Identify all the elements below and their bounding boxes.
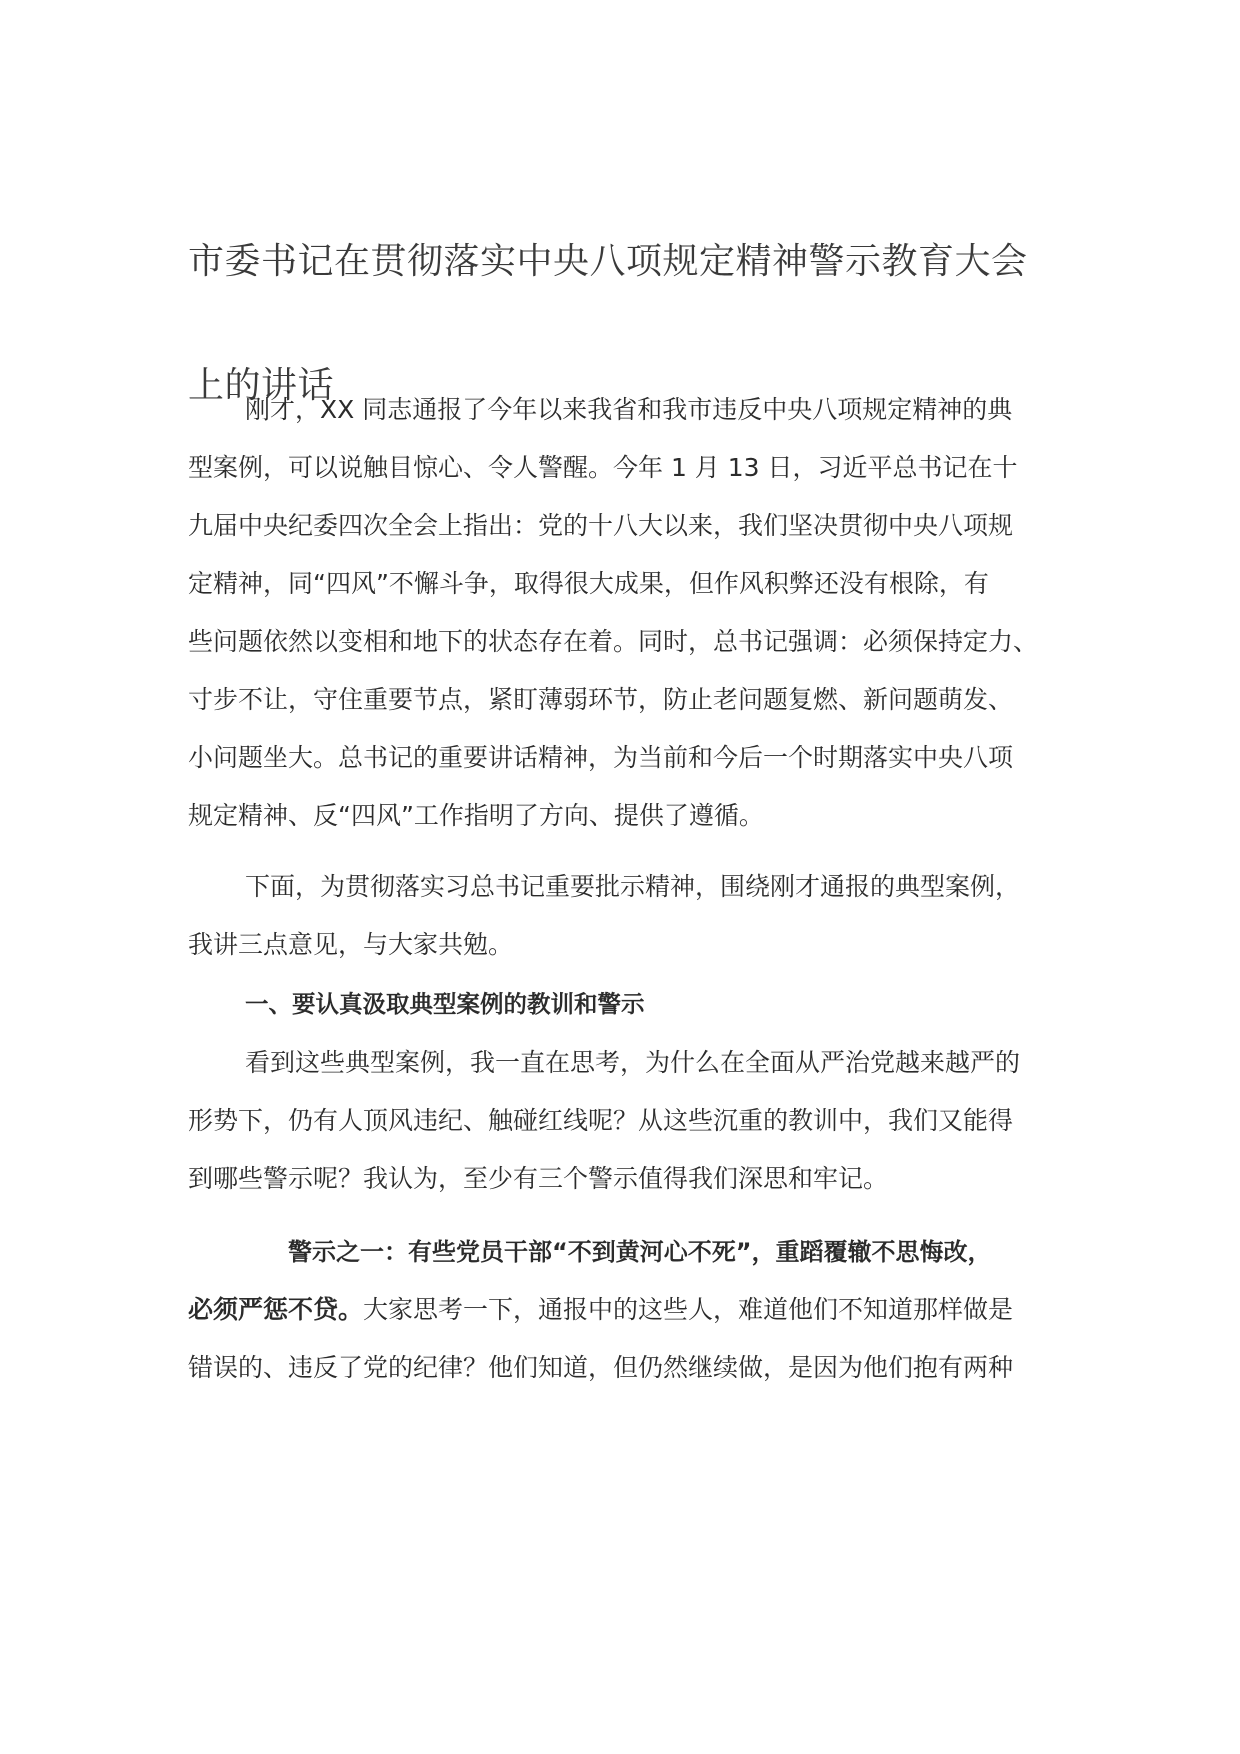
paragraph-line: 型案例，可以说触目惊心、令人警醒。今年 1 月 13 日，习近平总书记在十 bbox=[188, 453, 1018, 482]
paragraph-line: 看到这些典型案例，我一直在思考，为什么在全面从严治党越来越严的 bbox=[245, 1048, 1021, 1077]
paragraph-line: 些问题依然以变相和地下的状态存在着。同时，总书记强调：必须保持定力、 bbox=[188, 627, 1039, 656]
paragraph-line: 错误的、违反了党的纪律？他们知道，但仍然继续做，是因为他们抱有两种 bbox=[188, 1353, 1014, 1382]
title-line: 市委书记在贯彻落实中央八项规定精神警示教育大会 bbox=[188, 241, 1028, 282]
paragraph-line: 定精神，同“四风”不懈斗争，取得很大成果，但作风积弊还没有根除，有 bbox=[188, 569, 989, 598]
paragraph-line: 规定精神、反“四风”工作指明了方向、提供了遵循。 bbox=[188, 801, 764, 830]
paragraph-line: 九届中央纪委四次全会上指出：党的十八大以来，我们坚决贯彻中央八项规 bbox=[188, 511, 1014, 540]
paragraph-line: 到哪些警示呢？我认为，至少有三个警示值得我们深思和牢记。 bbox=[188, 1164, 889, 1193]
warning-heading-tail: 必须严惩不贷。 bbox=[188, 1295, 364, 1324]
paragraph-line: 寸步不让，守住重要节点，紧盯薄弱环节，防止老问题复燃、新问题萌发、 bbox=[188, 685, 1014, 714]
paragraph-line: 形势下，仍有人顶风违纪、触碰红线呢？从这些沉重的教训中，我们又能得 bbox=[188, 1106, 1014, 1135]
paragraph-line: 刚才，XX 同志通报了今年以来我省和我市违反中央八项规定精神的典 bbox=[245, 395, 1013, 424]
paragraph-line: 小问题坐大。总书记的重要讲话精神，为当前和今后一个时期落实中央八项 bbox=[188, 743, 1014, 772]
paragraph-line: 我讲三点意见，与大家共勉。 bbox=[188, 930, 514, 959]
section-heading: 一、要认真汲取典型案例的教训和警示 bbox=[245, 990, 645, 1018]
paragraph-text: 大家思考一下，通报中的这些人，难道他们不知道那样做是 bbox=[363, 1295, 1014, 1324]
warning-heading-line: 警示之一：有些党员干部“不到黄河心不死”，重蹈覆辙不思悔改， bbox=[288, 1238, 992, 1266]
title-line: 上的讲话 bbox=[188, 365, 335, 406]
paragraph-line: 下面，为贯彻落实习总书记重要批示精神，围绕刚才通报的典型案例， bbox=[245, 872, 1021, 901]
paragraph-line bbox=[188, 1278, 1013, 1343]
